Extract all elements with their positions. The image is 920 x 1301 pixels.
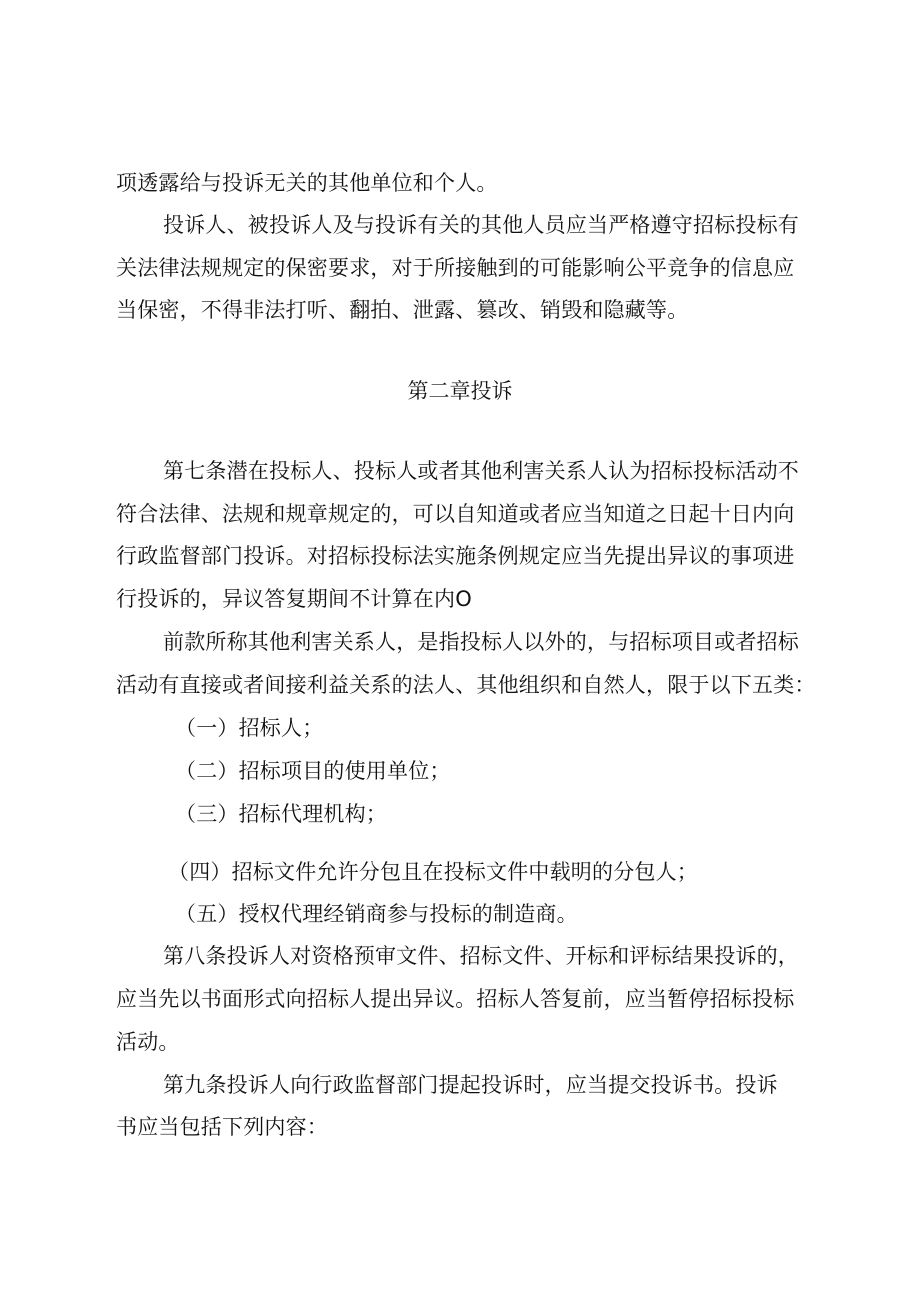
article-9-line: 书应当包括下列内容： — [116, 1115, 328, 1139]
article-7-line: 符合法律、法规和规章规定的，可以自知道或者应当知道之日起十日内向 — [116, 502, 795, 526]
paragraph-other-parties-line: 活动有直接或者间接利益关系的法人、其他组织和自然人，限于以下五类： — [116, 673, 816, 697]
paragraph-other-parties: 前款所称其他利害关系人，是指投标人以外的，与招标项目或者招标 — [163, 630, 799, 654]
article-8-line: 应当先以书面形式向招标人提出异议。招标人答复前，应当暂停招标投标 — [116, 987, 795, 1011]
article-8-line: 第八条投诉人对资格预审文件、招标文件、开标和评标结果投诉的， — [163, 944, 799, 968]
list-item: （一）招标人； — [175, 716, 324, 740]
text-line: 项透露给与投诉无关的其他单位和个人。 — [116, 171, 498, 195]
list-item: （三）招标代理机构； — [175, 802, 387, 826]
article-7-line: 第七条潜在投标人、投标人或者其他利害关系人认为招标投标活动不 — [163, 459, 799, 483]
text-line: 当保密，不得非法打听、翻拍、泄露、篡改、销毁和隐藏等。 — [116, 298, 689, 322]
article-8-line: 活动。 — [116, 1030, 180, 1054]
paragraph-confidentiality: 投诉人、被投诉人及与投诉有关的其他人员应当严格遵守招标投标有 — [163, 213, 799, 237]
text-line: 关法律法规规定的保密要求，对于所接触到的可能影响公平竞争的信息应 — [116, 256, 795, 280]
article-9-line: 第九条投诉人向行政监督部门提起投诉时，应当提交投诉书。投诉 — [163, 1073, 778, 1097]
list-item: （四）招标文件允许分包且在投标文件中载明的分包人； — [168, 860, 698, 884]
list-item: （五）授权代理经销商参与投标的制造商。 — [175, 902, 578, 926]
chapter-title: 第二章投诉 — [407, 379, 513, 403]
article-7-line: 行投诉的，异议答复期间不计算在内O — [116, 587, 472, 611]
article-7-line: 行政监督部门投诉。对招标投标法实施条例规定应当先提出异议的事项进 — [116, 544, 795, 568]
list-item: （二）招标项目的使用单位； — [175, 759, 451, 783]
